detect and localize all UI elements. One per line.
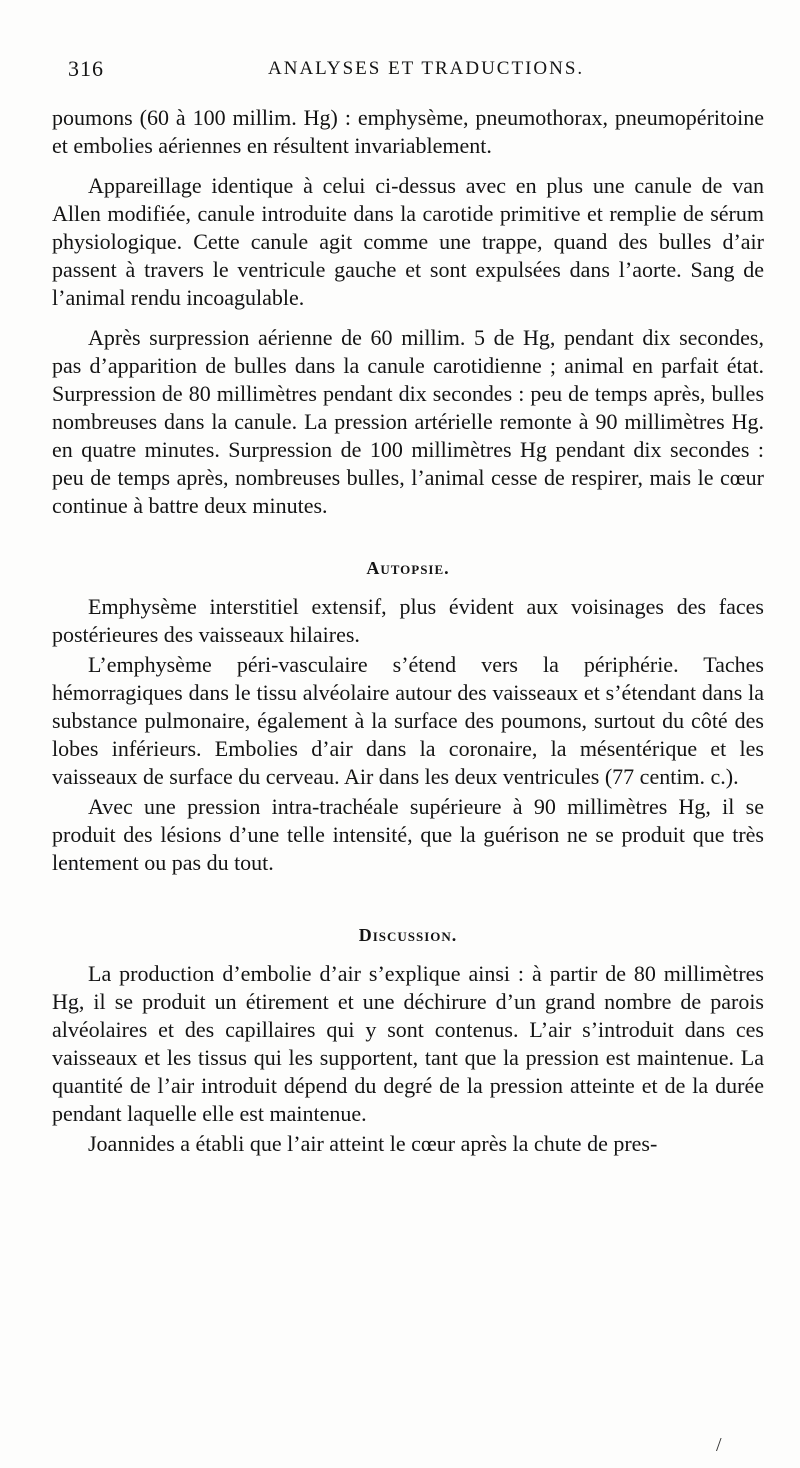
- paragraph-apparatus: Appareillage identique à celui ci-dessus avec en plus une canule de van Allen modifiée, canule introduite dans la carotide primitive et remplie de sérum physiologique. Cette canule agit comme une trappe, quand des bulles d’air passent à travers le ventricule gauche et sont expulsées dans l’aorte. Sang de l’animal rendu incoagulable.: [52, 173, 764, 310]
- heading-discussion: Discussion.: [358, 925, 458, 945]
- paragraph-pressure-lesions: Avec une pression intra-trachéale supérieure à 90 millimètres Hg, il se produit des lésions d’une telle intensité, que la guérison ne se produit que très lentement ou pas du tout.: [52, 794, 764, 875]
- paragraph-emphysema: Emphysème interstitiel extensif, plus évident aux voisinages des faces postérieures des vaisseaux hilaires.: [52, 594, 764, 647]
- running-head: ANALYSES ET TRADUCTIONS.: [268, 58, 585, 79]
- paragraph-joannides: Joannides a établi que l’air atteint le cœur après la chute de pres-: [88, 1131, 658, 1156]
- paragraph-embolism-explanation: La production d’embolie d’air s’explique ainsi : à partir de 80 millimètres Hg, il se produit un étirement et une déchirure d’un grand nombre de parois alvéolaires et des capillaires qui y sont contenus. L’air s’introduit dans ces vaisseaux et les tissus qui les supportent, tant que la pression est maintenue. La quantité de l’air introduit dépend du degré de la pression atteinte et de la durée pendant laquelle elle est maintenue.: [52, 961, 764, 1126]
- body-text: [52, 104, 764, 1158]
- stray-mark: /: [716, 1434, 722, 1456]
- paragraph-experiment: Après surpression aérienne de 60 millim. 5 de Hg, pendant dix secondes, pas d’apparition de bulles dans la canule carotidienne ; animal en parfait état. Surpression de 80 millimètres pendant dix secondes : peu de temps après, bulles nombreuses dans la canule. La pression artérielle remonte à 90 millimètres Hg. en quatre minutes. Surpression de 100 millimètres Hg pendant dix secondes : peu de temps après, nombreuses bulles, l’animal cesse de respirer, mais le cœur continue à battre deux minutes.: [52, 325, 764, 518]
- page-header: [68, 56, 768, 92]
- paragraph-continuation: poumons (60 à 100 millim. Hg) : emphysème, pneumothorax, pneumopéritoine et embolies aériennes en résultent invariablement.: [52, 105, 764, 158]
- paragraph-perivascular: L’emphysème péri-vasculaire s’étend vers la périphérie. Taches hémorragiques dans le tissu alvéolaire autour des vaisseaux et s’étendant dans la substance pulmonaire, également à la surface des poumons, surtout du côté des lobes inférieurs. Embolies d’air dans la coronaire, la mésentérique et les vaisseaux de surface du cerveau. Air dans les deux ventricules (77 centim. c.).: [52, 652, 764, 789]
- page-number: 316: [68, 56, 104, 81]
- heading-autopsie: Autopsie.: [366, 558, 450, 578]
